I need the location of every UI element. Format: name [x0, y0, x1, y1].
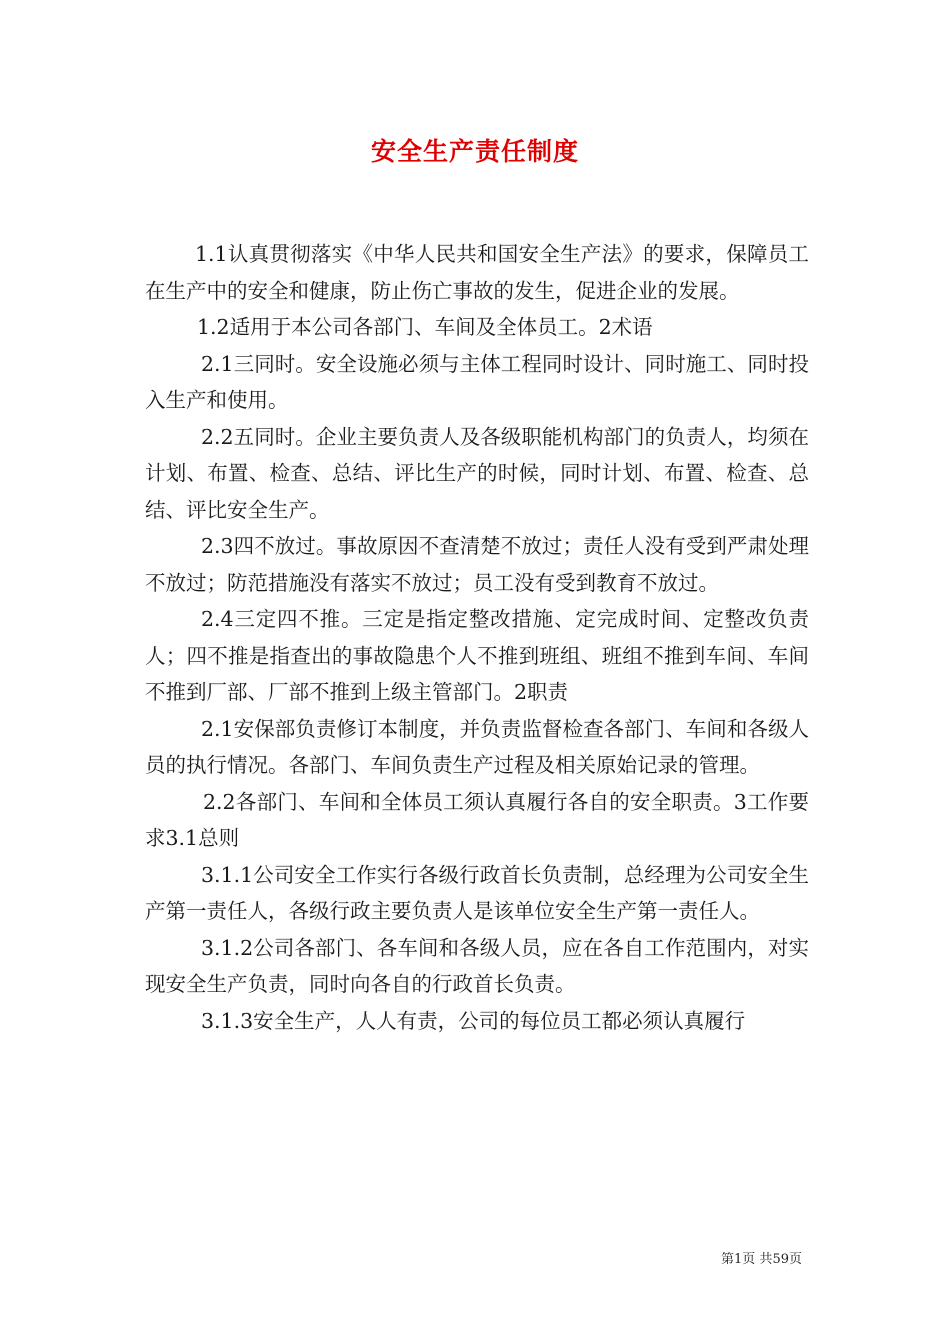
page-number-footer	[721, 1248, 802, 1267]
current-page-number: 1	[734, 1252, 743, 1267]
paragraph: 2.1安保部负责修订本制度，并负责监督检查各部门、车间和各级人员的执行情况。各部门、车间负责生产过程及相关原始记录的管理。	[145, 716, 809, 777]
paragraph: 1.1认真贯彻落实《中华人民共和国安全生产法》的要求，保障员工在生产中的安全和健康，防止伤亡事故的发生，促进企业的发展。	[145, 242, 809, 303]
footer-suffix: 页	[788, 1252, 802, 1267]
paragraph: 2.4三定四不推。三定是指定整改措施、定完成时间、定整改负责人；四不推是指查出的事故隐患个人不推到班组、班组不推到车间、车间不推到厂部、厂部不推到上级主管部门。2职责	[145, 607, 809, 704]
paragraph: 2.2五同时。企业主要负责人及各级职能机构部门的负责人，均须在计划、布置、检查、总结、评比生产的时候，同时计划、布置、检查、总结、评比安全生产。	[145, 424, 809, 522]
document-title: 安全生产责任制度	[370, 137, 579, 166]
paragraph: 3.1.1公司安全工作实行各级行政首长负责制，总经理为公司安全生产第一责任人，各级行政主要负责人是该单位安全生产第一责任人。	[145, 862, 809, 923]
paragraph: 1.2适用于本公司各部门、车间及全体员工。2术语	[197, 315, 653, 339]
paragraph: 3.1.3安全生产，人人有责，公司的每位员工都必须认真履行	[201, 1008, 746, 1033]
paragraph: 2.3四不放过。事故原因不查清楚不放过；责任人没有受到严肃处理不放过；防范措施没有落实不放过；员工没有受到教育不放过。	[145, 534, 809, 595]
paragraph: 2.1三同时。安全设施必须与主体工程同时设计、同时施工、同时投入生产和使用。	[145, 351, 809, 412]
total-pages-number: 59	[772, 1252, 789, 1267]
footer-prefix: 第	[721, 1252, 735, 1267]
paragraph: 2.2各部门、车间和全体员工须认真履行各自的安全职责。3工作要求3.1总则	[145, 789, 809, 850]
paragraph: 3.1.2公司各部门、各车间和各级人员，应在各自工作范围内，对实现安全生产负责，同时向各自的行政首长负责。	[145, 935, 809, 996]
document-body	[145, 236, 809, 1039]
footer-middle: 页 共	[742, 1252, 773, 1267]
